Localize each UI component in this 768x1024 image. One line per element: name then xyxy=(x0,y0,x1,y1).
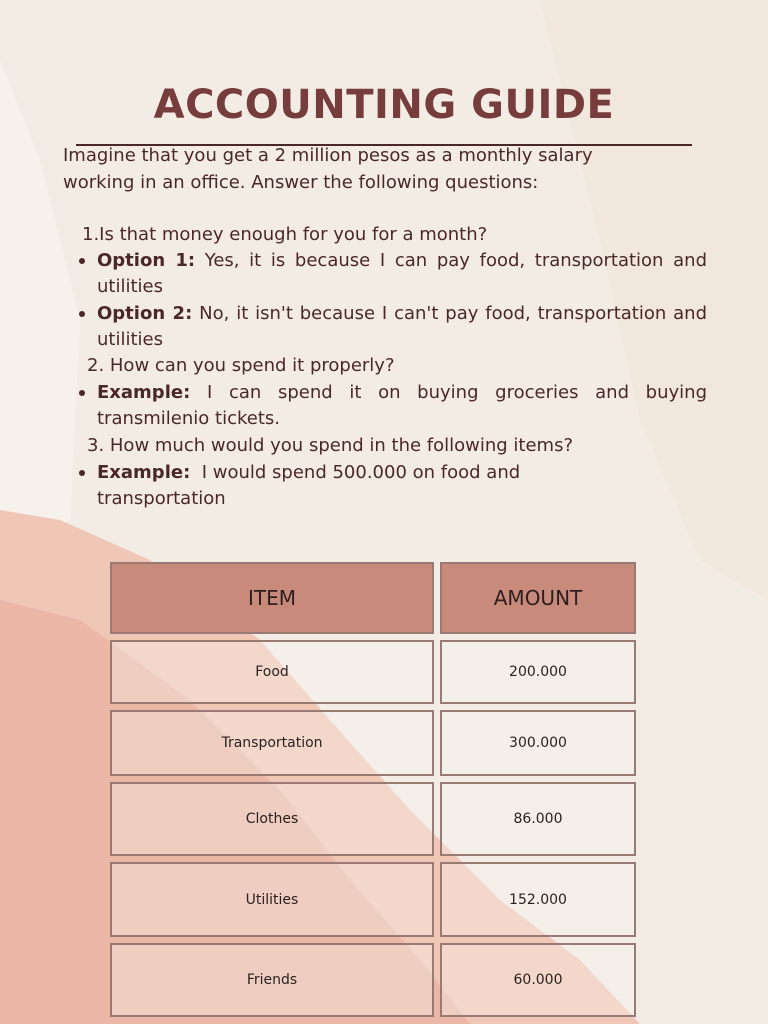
answer-label: Option 2: xyxy=(97,303,193,324)
answer-text: I would spend 500.000 on food and transportation xyxy=(97,462,526,509)
table-cell-amount: 86.000 xyxy=(440,782,636,856)
answer-text: Yes, it is because I can pay food, transportation and utilities xyxy=(97,250,707,297)
table-cell-item: Food xyxy=(110,640,434,704)
table-cell-item: Transportation xyxy=(110,710,434,776)
bullet xyxy=(79,390,85,396)
question-2: 2. How can you spend it properly? xyxy=(87,355,395,376)
question-3: 3. How much would you spend in the following items? xyxy=(87,435,574,456)
answer-text: No, it isn't because I can't pay food, transportation and utilities xyxy=(97,303,707,350)
table-cell-amount: 152.000 xyxy=(440,862,636,937)
page-title: ACCOUNTING GUIDE xyxy=(153,82,615,128)
answer-label: Option 1: xyxy=(97,250,196,271)
table-cell-item: Clothes xyxy=(110,782,434,856)
table-cell-amount: 200.000 xyxy=(440,640,636,704)
header-amount: AMOUNT xyxy=(440,562,636,634)
answer-example-2 xyxy=(97,460,587,512)
table-cell-amount: 300.000 xyxy=(440,710,636,776)
intro-line-2: working in an office. Answer the following questions: xyxy=(63,172,539,193)
table-cell-item: Utilities xyxy=(110,862,434,937)
answer-label: Example: xyxy=(97,462,191,483)
answer-option-2 xyxy=(97,301,707,353)
answer-option-1 xyxy=(97,248,707,300)
header-item: ITEM xyxy=(110,562,434,634)
answer-example-1 xyxy=(97,380,707,432)
bullet xyxy=(79,311,85,317)
bullet xyxy=(79,470,85,476)
table-cell-item: Friends xyxy=(110,943,434,1017)
table-cell-amount: 60.000 xyxy=(440,943,636,1017)
bullet xyxy=(79,258,85,264)
answer-label: Example: xyxy=(97,382,191,403)
question-1: 1.Is that money enough for you for a month? xyxy=(82,224,488,245)
intro-line-1: Imagine that you get a 2 million pesos as a monthly salary xyxy=(63,145,593,166)
answer-text: I can spend it on buying groceries and buying transmilenio tickets. xyxy=(97,382,707,429)
